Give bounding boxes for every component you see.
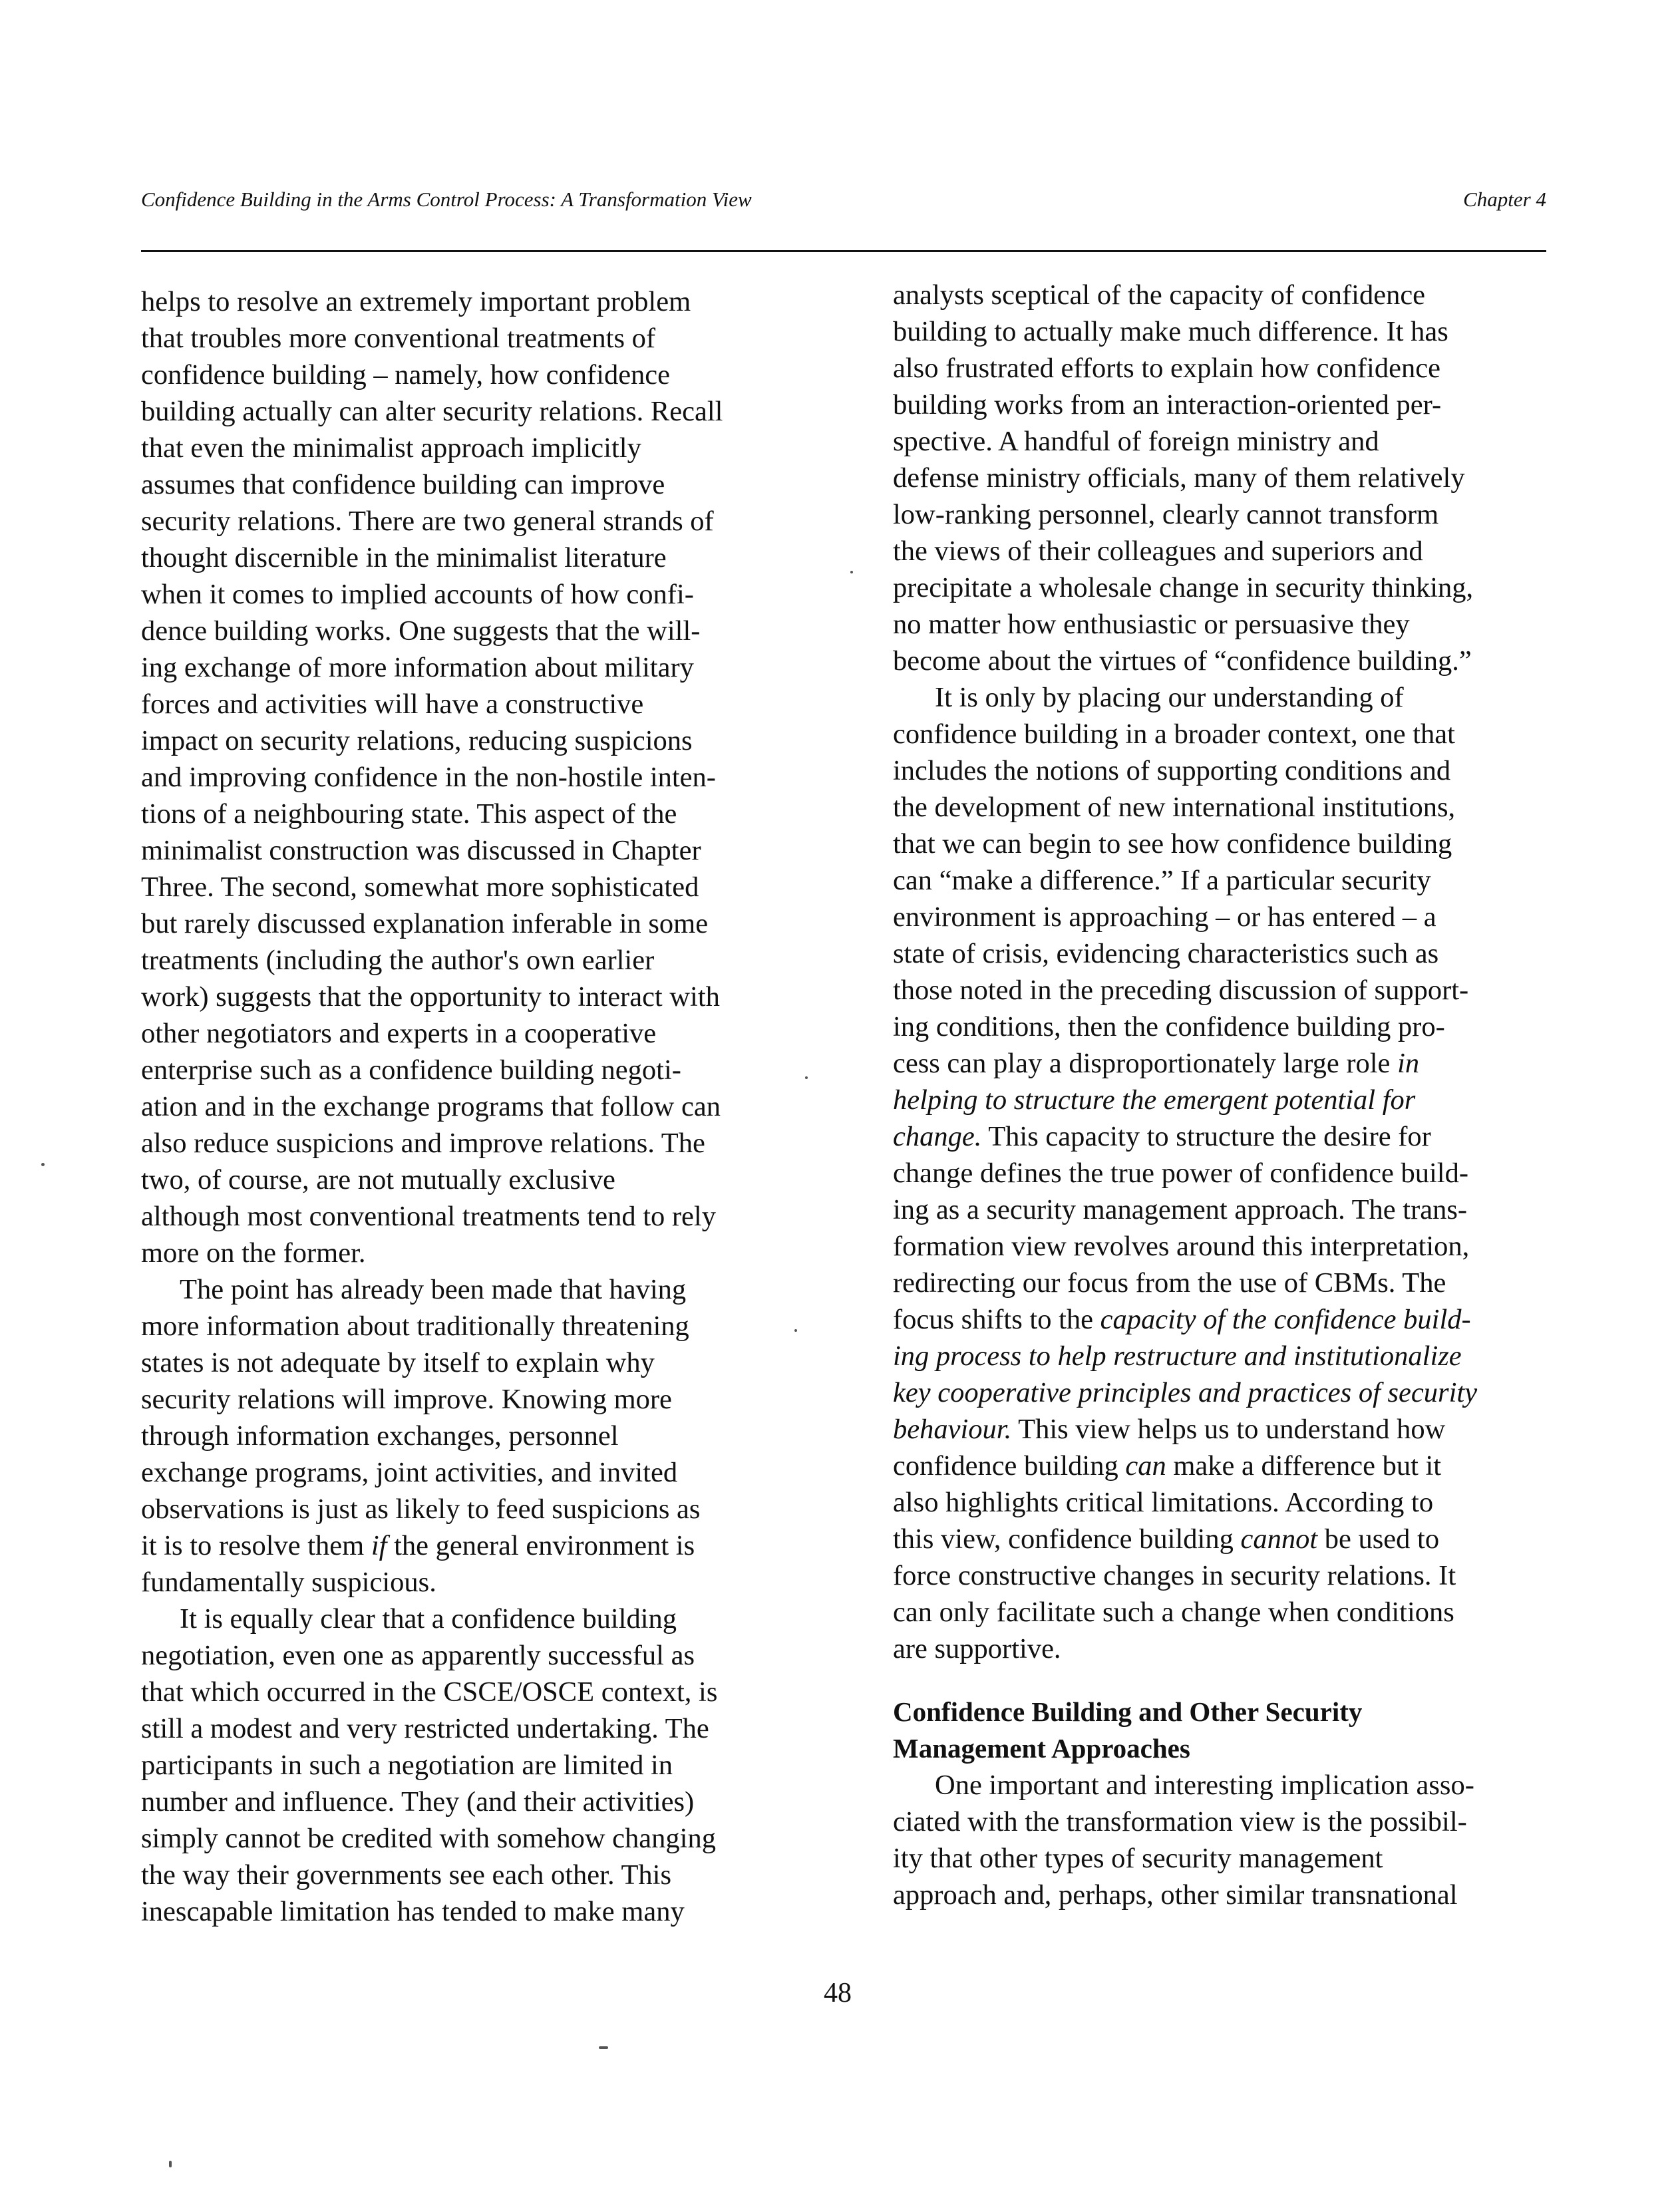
text-line (141, 1527, 814, 1564)
text-line: participants in such a negotiation are limited in (141, 1750, 673, 1781)
text-line: ing as a security management approach. The trans- (893, 1194, 1468, 1225)
text-line: spective. A handful of foreign ministry and (893, 426, 1379, 457)
running-header (141, 188, 1546, 221)
text-line: redirecting our focus from the use of CBMs. The (893, 1267, 1446, 1299)
section-spacer (893, 1667, 1549, 1694)
running-title: Confidence Building in the Arms Control Process: A Transformation View (141, 188, 752, 211)
text-line: ity that other types of security management (893, 1843, 1383, 1874)
emphasis-text: ing process to help restructure and institutionalize (893, 1340, 1462, 1372)
left-text-column (141, 283, 814, 1930)
text-line: observations is just as likely to feed suspicions as (141, 1493, 701, 1525)
text-line: building works from an interaction-oriented per- (893, 389, 1442, 420)
text-line: building actually can alter security relations. Recall (141, 396, 723, 427)
text-run: confidence building (893, 1450, 1118, 1482)
scan-speck (850, 571, 853, 573)
scan-speck (794, 1329, 797, 1332)
text-line: more information about traditionally threatening (141, 1311, 689, 1342)
text-line: fundamentally suspicious. (141, 1567, 436, 1598)
text-line (893, 1338, 1549, 1374)
text-line: confidence building in a broader context, one that (893, 718, 1455, 750)
emphasis-text: cannot (1240, 1523, 1318, 1555)
emphasis-text: behaviour. (893, 1414, 1012, 1445)
text-line: that even the minimalist approach implicitly (141, 432, 641, 464)
text-line: enterprise such as a confidence building negoti- (141, 1054, 681, 1086)
paragraph-start-line: It is only by placing our understanding of (935, 682, 1404, 713)
text-run: focus shifts to the (893, 1304, 1094, 1335)
text-line: number and influence. They (and their activities) (141, 1786, 695, 1817)
text-line (893, 1521, 1549, 1557)
text-line (893, 1118, 1549, 1155)
text-line: environment is approaching – or has entered – a (893, 901, 1436, 933)
text-line: are supportive. (893, 1633, 1061, 1664)
text-line: that troubles more conventional treatments of (141, 323, 656, 354)
text-line (893, 1045, 1549, 1082)
text-line: thought discernible in the minimalist literature (141, 542, 667, 573)
text-run: cess can play a disproportionately large role (893, 1048, 1391, 1079)
text-line: but rarely discussed explanation inferable in some (141, 908, 709, 939)
text-line: low-ranking personnel, clearly cannot transform (893, 499, 1439, 530)
text-line: still a modest and very restricted undertaking. The (141, 1713, 709, 1744)
text-line: ing conditions, then the confidence building pro- (893, 1011, 1445, 1042)
text-line: impact on security relations, reducing suspicions (141, 725, 693, 756)
text-line: security relations will improve. Knowing more (141, 1384, 672, 1415)
text-line (893, 1448, 1549, 1484)
text-line: treatments (including the author's own earlier (141, 945, 655, 976)
text-line: that we can begin to see how confidence building (893, 828, 1452, 860)
emphasis-text: change. (893, 1121, 982, 1152)
paragraph-start-line: One important and interesting implication asso- (935, 1770, 1474, 1801)
text-line: approach and, perhaps, other similar transnational (893, 1879, 1458, 1911)
text-line: the way their governments see each other. This (141, 1859, 672, 1891)
text-line: two, of course, are not mutually exclusive (141, 1164, 615, 1195)
text-line: change defines the true power of confidence build- (893, 1158, 1468, 1189)
scan-speck (805, 1076, 808, 1079)
text-line: the development of new international institutions, (893, 792, 1456, 823)
paragraph-start-line: The point has already been made that having (180, 1274, 687, 1305)
text-line: formation view revolves around this interpretation, (893, 1231, 1470, 1262)
text-line: exchange programs, joint activities, and invited (141, 1457, 678, 1488)
text-run: this view, confidence building (893, 1523, 1234, 1555)
text-line: confidence building – namely, how confidence (141, 359, 671, 391)
text-line: ciated with the transformation view is the possibil- (893, 1806, 1467, 1837)
chapter-label: Chapter 4 (1463, 188, 1546, 211)
text-line: although most conventional treatments tend to rely (141, 1201, 716, 1232)
text-line: ing exchange of more information about military (141, 652, 694, 683)
text-run: the general environment is (394, 1530, 695, 1561)
emphasis-text: can (1125, 1450, 1166, 1482)
text-line: also frustrated efforts to explain how confidence (893, 353, 1440, 384)
text-run: This view helps us to understand how (1018, 1414, 1446, 1445)
text-line: through information exchanges, personnel (141, 1420, 619, 1452)
text-line: helps to resolve an extremely important problem (141, 286, 691, 317)
text-line: forces and activities will have a constructive (141, 689, 644, 720)
text-line: negotiation, even one as apparently successful as (141, 1640, 695, 1671)
page-number: 48 (824, 1978, 852, 2008)
text-line: the views of their colleagues and superiors and (893, 536, 1423, 567)
text-line: can “make a difference.” If a particular security (893, 865, 1431, 896)
text-line: state of crisis, evidencing characteristics such as (893, 938, 1439, 969)
text-line: security relations. There are two general strands of (141, 506, 714, 537)
text-line: more on the former. (141, 1237, 366, 1269)
text-line: work) suggests that the opportunity to interact with (141, 981, 720, 1013)
text-line: assumes that confidence building can improve (141, 469, 665, 500)
section-heading-line: Management Approaches (893, 1733, 1190, 1764)
text-line: ation and in the exchange programs that follow can (141, 1091, 721, 1122)
text-run: This capacity to structure the desire for (988, 1121, 1431, 1152)
text-line: can only facilitate such a change when conditions (893, 1597, 1454, 1628)
emphasis-text: in (1397, 1048, 1420, 1079)
text-line: inescapable limitation has tended to make many (141, 1896, 685, 1927)
emphasis-text: helping to structure the emergent potential for (893, 1084, 1416, 1116)
text-line: become about the virtues of “confidence building.” (893, 645, 1472, 677)
text-run: be used to (1324, 1523, 1440, 1555)
text-line: and improving confidence in the non-hostile inten- (141, 762, 716, 793)
text-line: also highlights critical limitations. According to (893, 1487, 1434, 1518)
text-line (893, 1411, 1549, 1448)
right-text-column (893, 277, 1549, 1913)
text-line: building to actually make much difference. It has (893, 316, 1448, 347)
text-line: no matter how enthusiastic or persuasive they (893, 609, 1410, 640)
section-heading-line: Confidence Building and Other Security (893, 1696, 1363, 1727)
scan-speck (599, 2046, 608, 2049)
text-line: tions of a neighbouring state. This aspect of the (141, 798, 677, 830)
emphasis-text: key cooperative principles and practices of security (893, 1377, 1478, 1408)
text-line: those noted in the preceding discussion of support- (893, 975, 1469, 1006)
scan-speck (41, 1163, 45, 1166)
text-line: dence building works. One suggests that the will- (141, 615, 701, 647)
text-line: analysts sceptical of the capacity of confidence (893, 279, 1426, 311)
text-run: it is to resolve them (141, 1530, 365, 1561)
text-line (893, 1301, 1549, 1338)
text-line (893, 1374, 1549, 1411)
text-line: force constructive changes in security relations. It (893, 1560, 1456, 1591)
text-line: defense ministry officials, many of them relatively (893, 462, 1465, 494)
text-line: also reduce suspicions and improve relations. The (141, 1128, 705, 1159)
text-line: Three. The second, somewhat more sophisticated (141, 871, 699, 903)
text-line: minimalist construction was discussed in Chapter (141, 835, 701, 866)
text-line: precipitate a wholesale change in security thinking, (893, 572, 1474, 603)
text-line: includes the notions of supporting conditions and (893, 755, 1451, 786)
scan-speck (169, 2161, 172, 2167)
emphasis-text: if (371, 1530, 387, 1561)
text-line: simply cannot be credited with somehow changing (141, 1823, 716, 1854)
header-rule (141, 250, 1546, 252)
emphasis-text: capacity of the confidence build- (1100, 1304, 1471, 1335)
text-line: states is not adequate by itself to explain why (141, 1347, 655, 1378)
text-line: that which occurred in the CSCE/OSCE context, is (141, 1676, 718, 1708)
paragraph-start-line: It is equally clear that a confidence building (180, 1603, 677, 1635)
text-run: make a difference but it (1173, 1450, 1442, 1482)
text-line (893, 1082, 1549, 1118)
text-line: other negotiators and experts in a cooperative (141, 1018, 657, 1049)
text-line: when it comes to implied accounts of how confi- (141, 579, 694, 610)
